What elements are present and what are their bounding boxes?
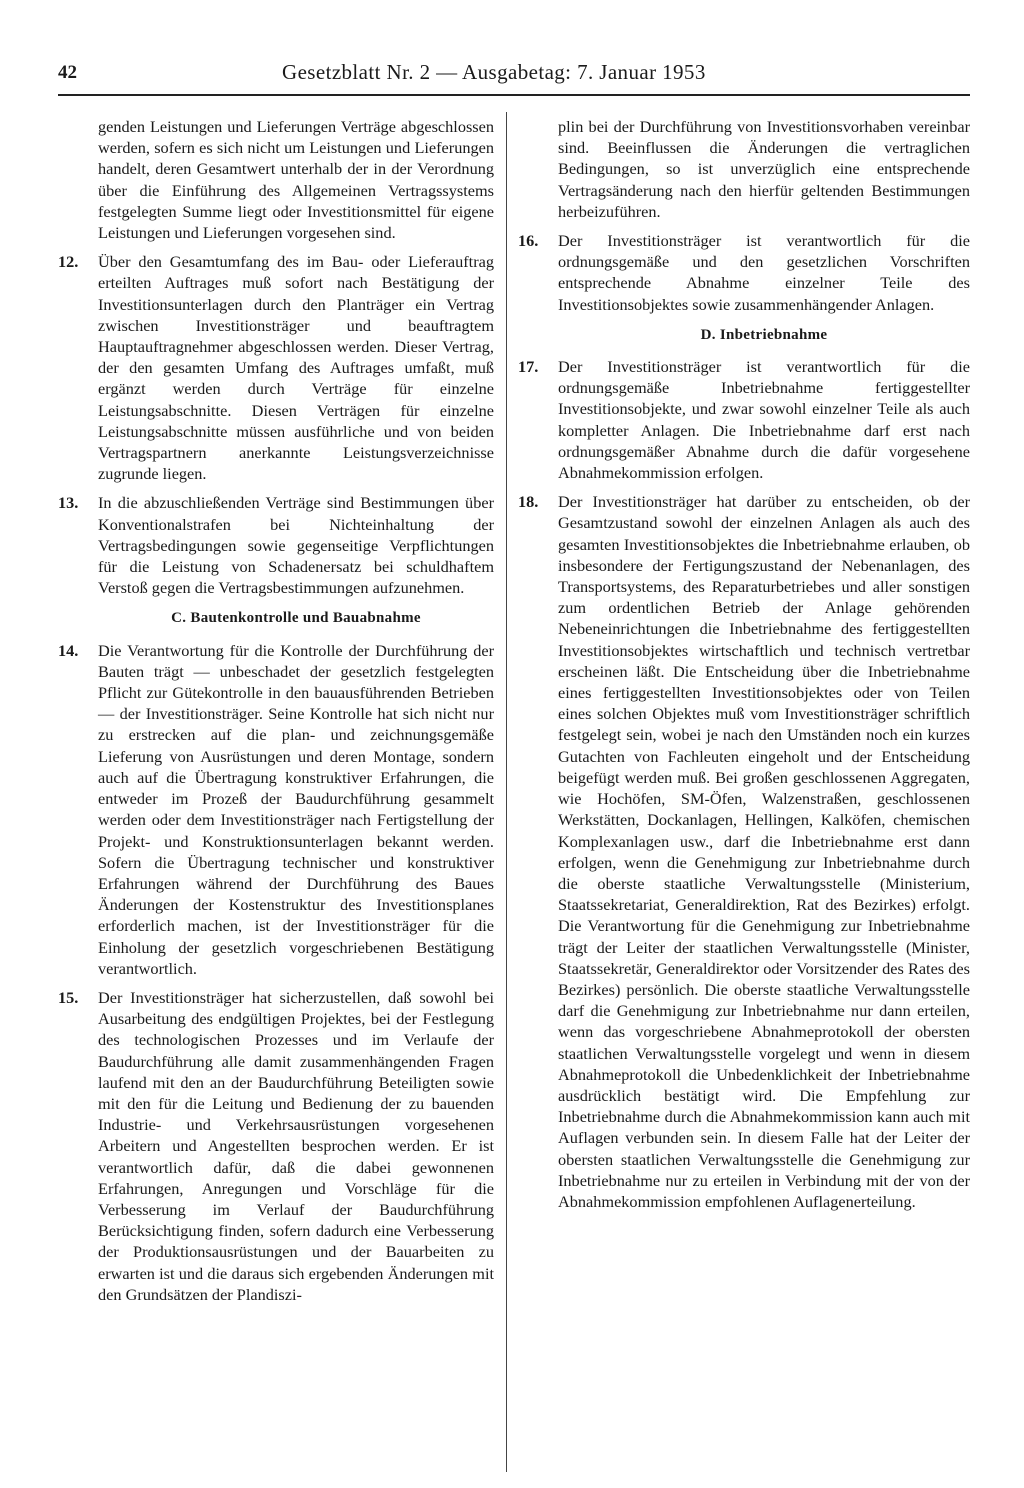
paragraph-text: In die abzuschließenden Verträge sind Bestimmungen über Konventionalstrafen bei Nichteinhaltung der Vertragsbedingungen sowie gegenseitige Verpflichtungen für die Leistung von Schadenersatz bei schuldhaftem Verstoß gegen die Vertragsbestimmungen aufzunehmen. [98,493,494,598]
paragraph-16 [518,230,970,315]
paragraph-number: 13. [58,493,79,513]
paragraph-number: 17. [518,357,539,377]
header-rule [58,94,970,96]
right-column [518,116,970,1220]
paragraph-13 [58,492,494,598]
column-divider [506,112,507,1472]
paragraph-number: 14. [58,640,79,660]
right-continuation-text: plin bei der Durchführung von Investitionsvorhaben vereinbar sind. Beeinflussen die Änderungen die vertraglichen Bedingungen, so ist unverzüglich eine entsprechende Vertragsänderung nach den hierfür geltenden Bestimmungen herbeizuführen. [558,117,970,221]
section-heading-d: D. Inbetriebnahme [700,326,828,343]
page-number: 42 [58,62,77,83]
left-continuation-text: genden Leistungen und Lieferungen Verträge abgeschlossen werden, sofern es sich nicht um Leistungen und Lieferungen handelt, deren Gesamtwert unterhalb der in der Verordnung über die Einführung des Allgemeinen Vertragssystems festgelegten Summe liegt oder Investitionsmittel für eigene Leistungen und Lieferungen vorgesehen sind. [98,117,494,243]
paragraph-text: Über den Gesamtumfang des im Bau- oder Lieferauftrag erteilten Auftrages muß sofort nach Bestätigung der Investitionsunterlagen durch den Planträger ein Vertrag zwischen Investitionsträger und beauftragtem Hauptauftragnehmer abgeschlossen werden. Dieser Vertrag, der den gesamten Umfang des Auftrages umfaßt, muß ergänzt werden durch Verträge für einzelne Leistungsabschnitte. Diesen Verträgen für einzelne Leistungsabschnitte müssen ausführliche und von beiden Vertragspartnern anerkannte Leistungsverzeichnisse zugrunde liegen. [98,252,494,484]
paragraph-number: 15. [58,987,79,1007]
left-column [58,116,494,1313]
paragraph-number: 16. [518,231,539,251]
running-head: Gesetzblatt Nr. 2 — Ausgabetag: 7. Januar 1953 [282,60,706,84]
paragraph-number: 12. [58,252,79,272]
paragraph-17 [518,356,970,483]
paragraph-text: Der Investitionsträger ist verantwortlich für die ordnungsgemäße und den gesetzlichen Vorschriften entsprechende Abnahme einzelner Teile des Investitionsobjektes sowie zusammenhängender Anlagen. [558,231,970,314]
paragraph-18 [518,491,970,1212]
paragraph-12 [58,251,494,484]
paragraph-text: Der Investitionsträger hat sicherzustellen, daß sowohl bei Ausarbeitung des endgültigen Projektes, bei der Festlegung des technologischen Prozesses und im Verlaufe der Baudurchführung alle damit zusammenhängenden Fragen laufend mit den an der Baudurchführung Beteiligten sowie mit den für die Leitung und Bedienung der zu bauenden Industrie- und Verkehrsausrüstungen vorgesehenen Arbeitern und Angestellten besprochen werden. Er ist verantwortlich dafür, daß die dabei gewonnenen Erfahrungen, Anregungen und Vorschläge für die Verbesserung im Verlauf der Baudurchführung Berücksichtigung finden, sofern dadurch eine Verbesserung der Produktionsausrüstungen und der Bauarbeiten zu erwarten ist und die daraus sich ergebenden Änderungen mit den Grundsätzen der Plandiszi- [98,987,494,1304]
paragraph-text: Der Investitionsträger hat darüber zu entscheiden, ob der Gesamtzustand sowohl der einzelnen Anlagen als auch des gesamten Investitionsobjektes die Inbetriebnahme erlauben, ob insbesondere der Fertigungszustand der Nebenanlagen, des Transportsystems, des Reparaturbetriebes und aller sonstigen zum ordentlichen Betrieb der Anlage gehörenden Nebeneinrichtungen die Inbetriebnahme des fertiggestellten Investitionsobjektes wirtschaftlich und technisch vertretbar erscheinen läßt. Die Entscheidung über die Inbetriebnahme eines fertiggestellten Investitionsobjektes oder von Teilen eines solchen Objektes muß vom Investitionsträger schriftlich festgelegt sein, wobei je nach den Umständen noch ein kurzes Gutachten von Fachleuten eingeholt und der Entscheidung beigefügt werden muß. Bei großen geschlossenen Aggregaten, wie Hochöfen, SM-Öfen, Walzenstraßen, geschlossenen Werkstätten, Dockanlagen, Hellingen, Kalköfen, chemischen Komplexanlagen usw., darf die Inbetriebnahme erst dann erfolgen, wenn die Genehmigung zur Inbetriebnahme durch die oberste staatliche Verwaltungsstelle (Ministerium, Staatssekretariat, Generaldirektion, Rat des Bezirkes) erfolgt. Die Verantwortung für die Genehmigung zur Inbetriebnahme trägt der Leiter der staatlichen Verwaltungsstelle (Minister, Staatssekretär, Generaldirektor oder Vorsitzender des Rates des Bezirkes) persönlich. Die oberste staatliche Verwaltungsstelle darf die Genehmigung zur Inbetriebnahme nur dann erteilen, wenn das vorgeschriebene Abnahmeprotokoll der obersten staatlichen Verwaltungsstelle vorgelegt und wenn in diesem Abnahmeprotokoll die Unbedenklichkeit der Inbetriebnahme ausdrücklich bestätigt wird. Die Empfehlung zur Inbetriebnahme durch die Abnahmekommission kann auch mit Auflagen verbunden sein. In diesem Falle hat der Leiter der obersten staatlichen Verwaltungsstelle die Genehmigung zur Inbetriebnahme nur zu erteilen in Verbindung mit der von der Abnahmekommission empfohlenen Auflagenerteilung. [558,492,970,1211]
paragraph-14 [58,640,494,979]
paragraph-text: Der Investitionsträger ist verantwortlich für die ordnungsgemäße Inbetriebnahme fertiggestellter Investitionsobjekte, und zwar sowohl einzelner Teile als auch kompletter Anlagen. Die Inbetriebnahme darf erst nach ordnungsgemäßer Abnahme durch die dafür vorgesehene Abnahmekommission erfolgen. [558,357,970,483]
section-heading-c: C. Bautenkontrolle und Bauabnahme [171,610,421,627]
paragraph-15 [58,987,494,1305]
paragraph-text: Die Verantwortung für die Kontrolle der Durchführung der Bauten trägt — unbeschadet der gesetzlich festgelegten Pflicht zur Gütekontrolle in den bauausführenden Betrieben — der Investitionsträger. Seine Kontrolle hat sich nicht nur zu erstrecken auf die plan- und zeichnungsgemäße Lieferung von Ausrüstungen und deren Montage, sondern auch auf die Übertragung konstruktiver Erfahrungen, die entweder im Prozeß der Baudurchführung gesammelt werden oder dem Investitionsträger nach Fertigstellung der Projekt- und Konstruktionsunterlagen bekannt werden. Sofern die Übertragung technischer und konstruktiver Erfahrungen während der Durchführung des Baues Änderungen der Kostenstruktur des Investitionsplanes erforderlich machen, ist der Investitionsträger für die Einholung der gesetzlich vorgeschriebenen Bestätigung verantwortlich. [98,640,494,978]
paragraph-number: 18. [518,492,539,512]
